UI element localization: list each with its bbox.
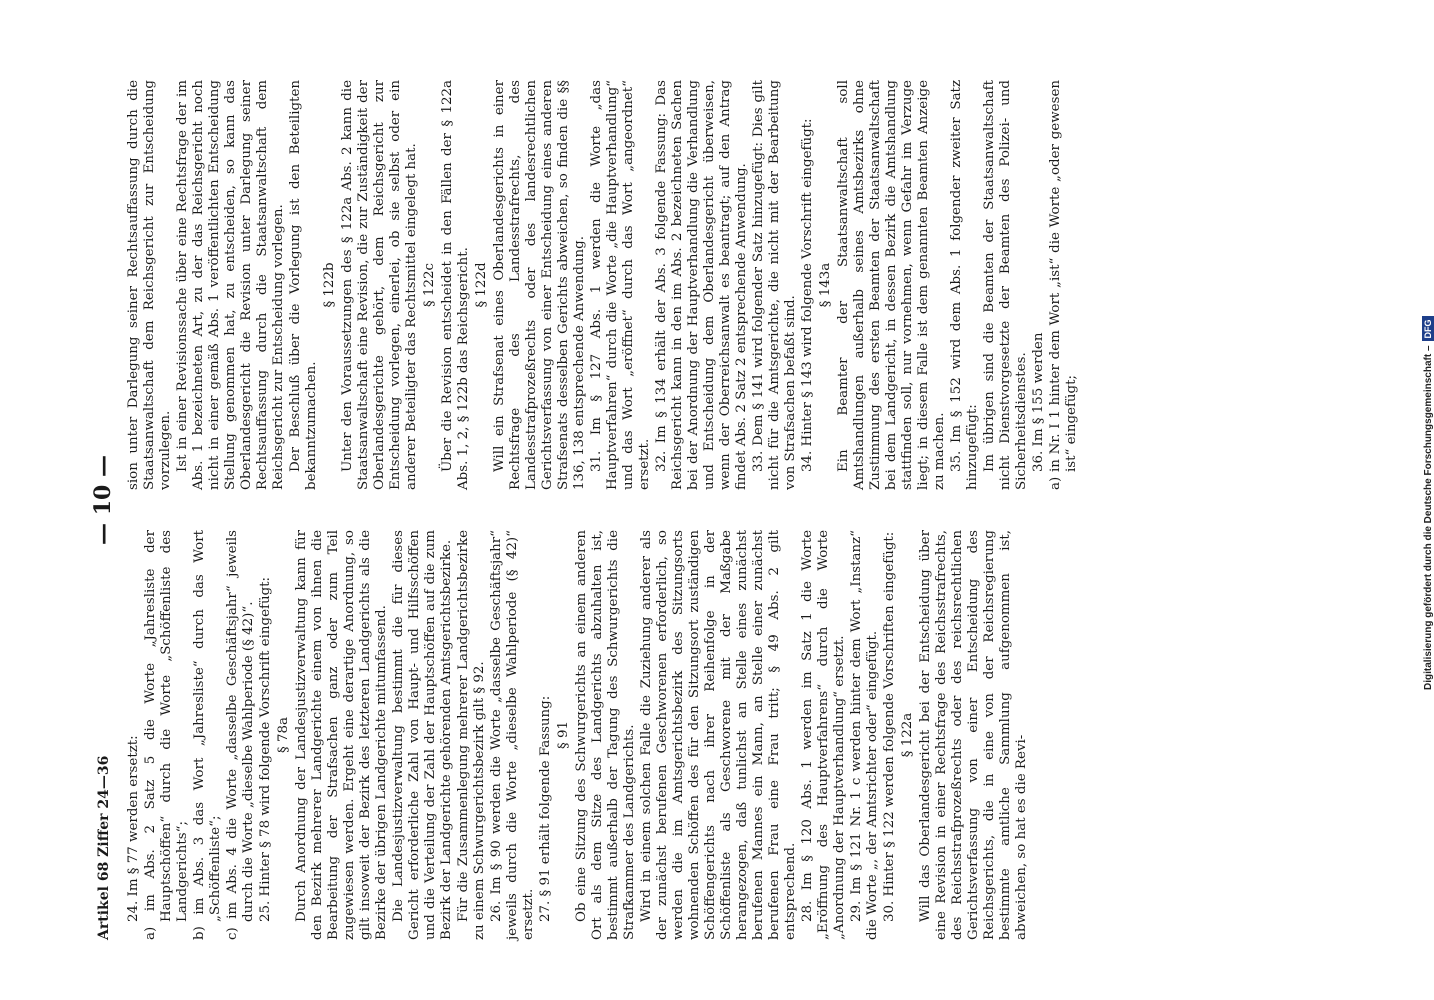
paragraph: Der Beschluß über die Vorlegung ist den Beteiligten bekanntzumachen. (288, 80, 319, 490)
paragraph: c) im Abs. 4 die Worte „dasselbe Geschäftsjahr“ jeweils durch die Worte „dieselbe Wahlperiode (§ 42)“. (225, 530, 256, 940)
paragraph: Die Landesjustizverwaltung bestimmt die für dieses Gericht erforderliche Zahl von Haupt- und Hilfsschöffen und die Verteilung der Zahl der Hauptschöffen auf die zum Bezirk der Landgerichte gehörenden Amtsgerichtsbezirke. (391, 530, 454, 940)
paragraph: Will das Oberlandesgericht bei der Entscheidung über eine Revision in einer Rechtsfrage des Reichsstrafrechts, des Reichsstrafprozeßrechts oder des reichsrechtlichen Gerichtsverfassung von einer Entscheidung des Reichsgerichts, die in eine von der Reichsregierung bestimmte amtliche Sammlung aufgenommen ist, abweichen, so hat es die Revi- (918, 530, 1029, 940)
paragraph: 24. Im § 77 werden ersetzt: (126, 735, 141, 922)
dfg-logo: DFG (1422, 316, 1434, 341)
paragraph: 36. Im § 155 werden (1031, 332, 1046, 472)
section-heading: § 91 (556, 721, 571, 749)
paragraph: 28. Im § 120 Abs. 1 werden im Satz 1 die Worte „Eröffnung des Hauptverfahrens“ durch die Worte „Anordnung der Hauptverhandlung“ ersetzt. (800, 530, 847, 940)
scanned-page (88, 60, 1348, 940)
paragraph: Ob eine Sitzung des Schwurgerichts an einem anderen Ort als dem Sitze des Landgerichts abzuhalten ist, bestimmt außerhalb der Tagung des Schwurgerichts die Strafkammer des Landgerichts. (574, 530, 637, 940)
section-heading: § 78a (276, 717, 291, 753)
paragraph: Ein Beamter der Staatsanwaltschaft soll Amtshandlungen außerhalb seines Amtsbezirks ohne Zustimmung des ersten Beamten der Staatsanwaltschaft bei dem Landgericht, in dessen Bezirk die Amtshandlung stattfinden soll, nur vornehmen, wenn Gefahr im Verzuge liegt; in diesem Falle ist dem genannten Beamten Anzeige zu machen. (836, 80, 947, 490)
paragraph: Durch Anordnung der Landesjustizverwaltung kann für den Bezirk mehrerer Landgerichte einem von ihnen die Bearbeitung der Strafsachen ganz oder zum Teil zugewiesen werden. Ergeht eine derartige Anordnung, so gilt insoweit der Bezirk des letzteren Landgerichts als die Bezirke der übrigen Landgerichte mitumfassend. (294, 530, 389, 940)
page-header (88, 60, 128, 940)
paragraph: Will ein Strafsenat eines Oberlandesgerichts in einer Rechtsfrage des Landesstrafrechts, des Landesstrafprozeßrechts oder des landesrechtlichen Gerichtsverfassung von einer Entscheidung eines anderen Strafsenats desselben Gerichts abweichen, so finden die §§ 136, 138 entsprechende Anwendung. (492, 80, 587, 490)
paragraph: Ist in einer Revisionssache über eine Rechtsfrage der im Abs. 1 bezeichneten Art, zu der das Reichsgericht noch nicht in einer gemäß Abs. 1 veröffentlichten Entscheidung Stellung genommen hat, zu entscheiden, so kann das Oberlandesgericht die Revision unter Darlegung seiner Rechtsauffassung durch die Staatsanwaltschaft dem Reichsgericht zur Entscheidung vorlegen. (175, 80, 286, 490)
paragraph: 35. Im § 152 wird dem Abs. 1 folgender zweiter Satz hinzugefügt: (949, 80, 980, 490)
running-title: Artikel 68 Ziffer 24—36 (96, 755, 112, 940)
paragraph: Unter den Voraussetzungen des § 122a Abs. 2 kann die Staatsanwaltschaft eine Revision, die zur Zuständigkeit der Oberlandesgerichte gehört, dem Reichsgericht zur Entscheidung vorlegen, einerlei, ob sie selbst oder ein anderer Beteiligter das Rechtsmittel eingelegt hat. (340, 80, 419, 490)
dfg-sidebar (1418, 30, 1434, 690)
paragraph: 26. Im § 90 werden die Worte „dasselbe Geschäftsjahr“ jeweils durch die Worte „dieselbe Wahlperiode (§ 42)“ ersetzt. (489, 530, 536, 940)
paragraph: Über die Revision entscheidet in den Fällen der § 122a Abs. 1, 2, § 122b das Reichsgericht. (440, 80, 471, 490)
section-heading: § 122a (900, 712, 915, 758)
section-heading: § 122b (322, 262, 337, 308)
left-text-column (126, 530, 1031, 940)
section-heading: § 122c (422, 263, 437, 308)
paragraph: a) in Nr. I 1 hinter dem Wort „ist“ die Worte „oder gewesen ist“ eingefügt; (1048, 80, 1079, 490)
section-heading: § 143a (818, 262, 833, 308)
section-heading: § 122d (474, 262, 489, 308)
paragraph: Wird in einem solchen Falle die Zuziehung anderer als der zunächst berufenen Geschworenen erforderlich, so werden die im Amtsgerichtsbezirk des Sitzungsorts wohnenden Schöffen des für den Sitzungsort zuständigen Schöffengerichts nach ihrer Reihenfolge in der Schöffenliste als Geschworene mit der Maßgabe herangezogen, daß tunlichst an Stelle eines zunächst berufenen Mannes ein Mann, an Stelle einer zunächst berufenen Frau eine Frau tritt; § 49 Abs. 2 gilt entsprechend. (639, 530, 798, 940)
paragraph: Für die Zusammenlegung mehrerer Landgerichtsbezirke zu einem Schwurgerichtsbezirk gilt § 92. (456, 530, 487, 940)
paragraph: 25. Hinter § 78 wird folgende Vorschrift eingefügt: (258, 576, 273, 922)
paragraph: 30. Hinter § 122 werden folgende Vorschriften eingefügt: (882, 531, 897, 922)
paragraph: b) im Abs. 3 das Wort „Jahresliste“ durch das Wort „Schöffenliste“; (192, 530, 223, 940)
paragraph: 32. Im § 134 erhält der Abs. 3 folgende Fassung: Das Reichsgericht kann in den im Abs. 2 bezeichneten Sachen bei der Anordnung der Hauptverhandlung die Verhandlung und Entscheidung dem Oberlandesgericht überweisen, wenn der Oberreichsanwalt es beantragt; auf den Antrag findet Abs. 2 Satz 2 entsprechende Anwendung. (654, 80, 749, 490)
paragraph: 31. Im § 127 Abs. 1 werden die Worte „das Hauptverfahren“ durch die Worte „die Hauptverhandlung“ und das Wort „eröffnet“ durch das Wort „angeordnet“ ersetzt. (589, 80, 652, 490)
paragraph: 33. Dem § 141 wird folgender Satz hinzugefügt: Dies gilt nicht für die Amtsgerichte, die nicht mit der Bearbeitung von Strafsachen befaßt sind. (751, 80, 798, 490)
paragraph: a) im Abs. 2 Satz 5 die Worte „Jahresliste der Hauptschöffen“ durch die Worte „Schöffenliste des Landgerichts“; (143, 530, 190, 940)
paragraph: Im übrigen sind die Beamten der Staatsanwaltschaft nicht Dienstvorgesetzte der Beamten des Polizei- und Sicherheitsdienstes. (982, 80, 1029, 490)
page-number: — 10 — (90, 455, 116, 545)
paragraph: 27. § 91 erhält folgende Fassung: (538, 695, 553, 922)
dfg-credit-text: Digitalisierung gefördert durch die Deutsche Forschungsgemeinschaft – (1422, 345, 1434, 690)
paragraph: 29. Im § 121 Nr. 1 c werden hinter dem Wort „Instanz“ die Worte „, der Amtsrichter oder“ eingefügt. (849, 530, 880, 940)
paragraph: sion unter Darlegung seiner Rechtsauffassung durch die Staatsanwaltschaft dem Reichsgericht zur Entscheidung vorzulegen. (126, 80, 173, 490)
paragraph: 34. Hinter § 143 wird folgende Vorschrift eingefügt: (800, 118, 815, 472)
right-text-column (126, 80, 1081, 490)
